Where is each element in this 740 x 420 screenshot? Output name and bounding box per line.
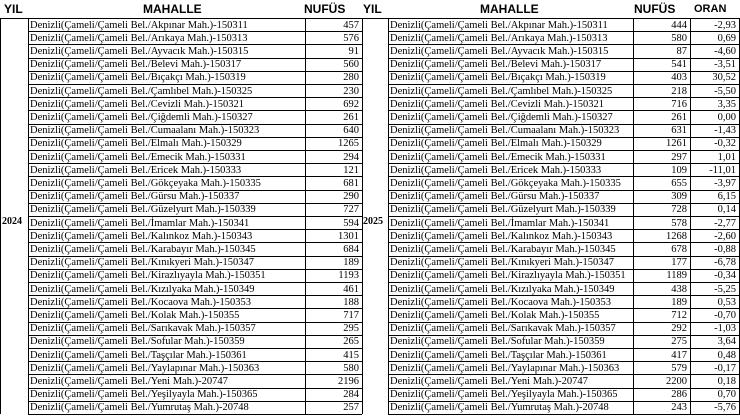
year-right: 2025	[363, 216, 383, 227]
neighborhood-name-2024: Denizli(Çameli/Çameli Bel./İmamlar Mah.)-150341	[30, 217, 250, 229]
change-rate: -11,01	[709, 164, 736, 176]
population-2025: 109	[671, 164, 687, 176]
neighborhood-name-2024: Denizli(Çameli/Çameli Bel./Sarıkavak Mah.)-150357	[30, 323, 256, 335]
neighborhood-name-2024: Denizli(Çameli/Çameli Bel./Kocaova Mah.)-150353	[30, 296, 252, 308]
population-2025: 218	[671, 85, 687, 97]
neighborhood-name-2024: Denizli(Çameli/Çameli Bel./Kızılyaka Mah.)-150349	[30, 283, 255, 295]
year-left: 2024	[2, 216, 22, 227]
change-rate: -2,93	[714, 19, 736, 31]
neighborhood-name-2024: Denizli(Çameli/Çameli Bel./Cevizli Mah.)-150321	[30, 98, 245, 110]
yil-header-left: YIL	[4, 2, 23, 16]
neighborhood-name-2024: Denizli(Çameli/Çameli Bel./Belevi Mah.)-150317	[30, 59, 242, 71]
population-2024: 560	[343, 59, 359, 71]
change-rate: -0,70	[714, 309, 736, 321]
change-rate: 30,52	[712, 72, 736, 84]
neighborhood-name-2024: Denizli(Çameli/Çameli Bel./Yeni Mah.)-20747	[30, 375, 228, 387]
neighborhood-name-2025: Denizli(Çameli/Çameli Bel./Kınıkyeri Mah.)-150347	[390, 257, 614, 269]
population-2025: 2200	[666, 375, 687, 387]
change-rate: 0,48	[717, 349, 736, 361]
neighborhood-name-2024: Denizli(Çameli/Çameli Bel./Arıkaya Mah.)-150313	[30, 32, 248, 44]
neighborhood-name-2025: Denizli(Çameli/Çameli Bel./Kirazlıyayla Mah.)-150351	[390, 270, 626, 282]
population-2025: 309	[671, 191, 687, 203]
change-rate: -3,51	[714, 59, 736, 71]
population-2025: 297	[671, 151, 687, 163]
neighborhood-name-2025: Denizli(Çameli/Çameli Bel./Yeşilyayla Mah.)-150365	[390, 389, 618, 401]
change-rate: 6,15	[717, 191, 736, 203]
neighborhood-name-2025: Denizli(Çameli/Çameli Bel./Kızılyaka Mah.)-150349	[390, 283, 615, 295]
oran-header: ORAN	[694, 3, 727, 15]
change-rate: 0,70	[717, 389, 736, 401]
neighborhood-name-2025: Denizli(Çameli/Çameli Bel./Belevi Mah.)-150317	[390, 59, 602, 71]
neighborhood-name-2025: Denizli(Çameli/Çameli Bel./Ericek Mah.)-150333	[390, 164, 602, 176]
population-2024: 457	[343, 19, 359, 31]
change-rate: -0,17	[714, 362, 736, 374]
neighborhood-name-2024: Denizli(Çameli/Çameli Bel./Kolak Mah.)-150355	[30, 309, 240, 321]
change-rate: -1,03	[714, 323, 736, 335]
neighborhood-name-2025: Denizli(Çameli/Çameli Bel./Çamlıbel Mah.)-150325	[390, 85, 613, 97]
population-2024: 1265	[338, 138, 359, 150]
neighborhood-name-2025: Denizli(Çameli/Çameli Bel./Ayvacık Mah.)-150315	[390, 45, 609, 57]
change-rate: 3,35	[717, 98, 736, 110]
population-2025: 728	[671, 204, 687, 216]
population-2025: 177	[671, 257, 687, 269]
neighborhood-name-2025: Denizli(Çameli/Çameli Bel./Güzelyurt Mah.)-150339	[390, 204, 616, 216]
neighborhood-name-2024: Denizli(Çameli/Çameli Bel./Güzelyurt Mah.)-150339	[30, 204, 256, 216]
neighborhood-name-2024: Denizli(Çameli/Çameli Bel./Akpınar Mah.)-150311	[30, 19, 248, 31]
population-2025: 275	[671, 336, 687, 348]
column-divider	[0, 18, 1, 414]
population-2025: 417	[671, 349, 687, 361]
nufus-header-left: NUFÜS	[304, 2, 346, 16]
neighborhood-name-2025: Denizli(Çameli/Çameli Bel./Gökçeyaka Mah.)-150335	[390, 177, 621, 189]
neighborhood-name-2024: Denizli(Çameli/Çameli Bel./Karabayır Mah.)-150345	[30, 243, 256, 255]
population-2024: 121	[343, 164, 359, 176]
population-2025: 580	[671, 32, 687, 44]
population-2024: 640	[343, 125, 359, 137]
neighborhood-name-2025: Denizli(Çameli/Çameli Bel./Yaylapınar Mah.)-150363	[390, 362, 620, 374]
population-2025: 631	[671, 125, 687, 137]
population-2024: 265	[343, 336, 359, 348]
population-2025: 1189	[666, 270, 687, 282]
neighborhood-name-2024: Denizli(Çameli/Çameli Bel./Bıçakçı Mah.)-150319	[30, 72, 246, 84]
population-2024: 257	[343, 402, 359, 414]
neighborhood-name-2024: Denizli(Çameli/Çameli Bel./Gürsu Mah.)-150337	[30, 191, 240, 203]
population-2024: 230	[343, 85, 359, 97]
population-2024: 290	[343, 191, 359, 203]
neighborhood-name-2025: Denizli(Çameli/Çameli Bel./Kocaova Mah.)-150353	[390, 296, 612, 308]
change-rate: -5,76	[714, 402, 736, 414]
population-2025: 579	[671, 362, 687, 374]
change-rate: -0,32	[714, 138, 736, 150]
population-2025: 1261	[666, 138, 687, 150]
neighborhood-name-2025: Denizli(Çameli/Çameli Bel./Çiğdemli Mah.)-150327	[390, 111, 613, 123]
neighborhood-name-2024: Denizli(Çameli/Çameli Bel./Emecik Mah.)-150331	[30, 151, 246, 163]
change-rate: 0,14	[717, 204, 736, 216]
population-2025: 243	[671, 402, 687, 414]
neighborhood-name-2024: Denizli(Çameli/Çameli Bel./Gökçeyaka Mah.)-150335	[30, 177, 261, 189]
neighborhood-name-2024: Denizli(Çameli/Çameli Bel./Cumaalanı Mah.)-150323	[30, 125, 260, 137]
population-2024: 189	[343, 257, 359, 269]
population-2024: 576	[343, 32, 359, 44]
population-2025: 716	[671, 98, 687, 110]
neighborhood-name-2024: Denizli(Çameli/Çameli Bel./Sofular Mah.)-150359	[30, 336, 245, 348]
population-2024: 280	[343, 72, 359, 84]
neighborhood-name-2025: Denizli(Çameli/Çameli Bel./Yeni Mah.)-20747	[390, 375, 588, 387]
neighborhood-name-2025: Denizli(Çameli/Çameli Bel./Taşçılar Mah.)-150361	[390, 349, 607, 361]
population-2024: 681	[343, 177, 359, 189]
neighborhood-name-2025: Denizli(Çameli/Çameli Bel./Gürsu Mah.)-150337	[390, 191, 600, 203]
mahalle-header-left: MAHALLE	[143, 2, 202, 16]
population-2024: 91	[348, 45, 359, 57]
population-2024: 1301	[338, 230, 359, 242]
neighborhood-name-2024: Denizli(Çameli/Çameli Bel./Kalınkoz Mah.)-150343	[30, 230, 253, 242]
neighborhood-name-2025: Denizli(Çameli/Çameli Bel./Akpınar Mah.)-150311	[390, 19, 608, 31]
neighborhood-name-2024: Denizli(Çameli/Çameli Bel./Çiğdemli Mah.)-150327	[30, 111, 253, 123]
population-2025: 655	[671, 177, 687, 189]
population-2025: 286	[671, 389, 687, 401]
population-2025: 712	[671, 309, 687, 321]
population-2024: 261	[343, 111, 359, 123]
mahalle-header-right: MAHALLE	[480, 2, 539, 16]
population-2024: 295	[343, 323, 359, 335]
population-2024: 188	[343, 296, 359, 308]
population-2024: 684	[343, 243, 359, 255]
change-rate: 3,64	[717, 336, 736, 348]
neighborhood-name-2024: Denizli(Çameli/Çameli Bel./Yaylapınar Mah.)-150363	[30, 362, 260, 374]
population-2025: 578	[671, 217, 687, 229]
change-rate: 0,69	[717, 32, 736, 44]
neighborhood-name-2024: Denizli(Çameli/Çameli Bel./Elmalı Mah.)-150329	[30, 138, 242, 150]
change-rate: 0,00	[717, 111, 736, 123]
change-rate: -2,77	[714, 217, 736, 229]
yil-header-right: YIL	[363, 2, 382, 16]
population-2025: 438	[671, 283, 687, 295]
change-rate: 1,01	[717, 151, 736, 163]
population-2024: 284	[343, 389, 359, 401]
neighborhood-name-2025: Denizli(Çameli/Çameli Bel./İmamlar Mah.)-150341	[390, 217, 610, 229]
neighborhood-name-2025: Denizli(Çameli/Çameli Bel./Emecik Mah.)-150331	[390, 151, 606, 163]
population-2024: 294	[343, 151, 359, 163]
population-2024: 1193	[338, 270, 359, 282]
population-2024: 594	[343, 217, 359, 229]
population-2024: 692	[343, 98, 359, 110]
neighborhood-name-2025: Denizli(Çameli/Çameli Bel./Cumaalanı Mah.)-150323	[390, 125, 620, 137]
change-rate: -0,88	[714, 243, 736, 255]
change-rate: -3,97	[714, 177, 736, 189]
change-rate: -5,25	[714, 283, 736, 295]
neighborhood-name-2024: Denizli(Çameli/Çameli Bel./Kınıkyeri Mah.)-150347	[30, 257, 254, 269]
neighborhood-name-2024: Denizli(Çameli/Çameli Bel./Yumrutaş Mah.)-20748	[30, 402, 249, 414]
population-2025: 1268	[666, 230, 687, 242]
neighborhood-name-2024: Denizli(Çameli/Çameli Bel./Kirazlıyayla Mah.)-150351	[30, 270, 266, 282]
population-2024: 717	[343, 309, 359, 321]
change-rate: -1,43	[714, 125, 736, 137]
change-rate: -0,34	[714, 270, 736, 282]
population-2024: 415	[343, 349, 359, 361]
change-rate: -5,50	[714, 85, 736, 97]
neighborhood-name-2024: Denizli(Çameli/Çameli Bel./Ericek Mah.)-150333	[30, 164, 242, 176]
population-2025: 444	[671, 19, 687, 31]
neighborhood-name-2025: Denizli(Çameli/Çameli Bel./Yumrutaş Mah.)-20748	[390, 402, 609, 414]
change-rate: 0,18	[717, 375, 736, 387]
population-2024: 461	[343, 283, 359, 295]
neighborhood-name-2025: Denizli(Çameli/Çameli Bel./Elmalı Mah.)-150329	[390, 138, 602, 150]
neighborhood-name-2025: Denizli(Çameli/Çameli Bel./Sofular Mah.)-150359	[390, 336, 605, 348]
nufus-header-right: NUFÜS	[634, 2, 676, 16]
population-2025: 87	[676, 45, 687, 57]
neighborhood-name-2025: Denizli(Çameli/Çameli Bel./Cevizli Mah.)-150321	[390, 98, 605, 110]
neighborhood-name-2024: Denizli(Çameli/Çameli Bel./Yeşilyayla Mah.)-150365	[30, 389, 258, 401]
population-2024: 580	[343, 362, 359, 374]
neighborhood-name-2025: Denizli(Çameli/Çameli Bel./Kolak Mah.)-150355	[390, 309, 600, 321]
neighborhood-name-2025: Denizli(Çameli/Çameli Bel./Bıçakçı Mah.)-150319	[390, 72, 606, 84]
neighborhood-name-2025: Denizli(Çameli/Çameli Bel./Sarıkavak Mah.)-150357	[390, 323, 616, 335]
change-rate: -4,60	[714, 45, 736, 57]
population-2025: 678	[671, 243, 687, 255]
population-2025: 403	[671, 72, 687, 84]
neighborhood-name-2024: Denizli(Çameli/Çameli Bel./Ayvacık Mah.)-150315	[30, 45, 249, 57]
change-rate: -6,78	[714, 257, 736, 269]
neighborhood-name-2024: Denizli(Çameli/Çameli Bel./Çamlıbel Mah.)-150325	[30, 85, 253, 97]
population-2025: 541	[671, 59, 687, 71]
population-2024: 727	[343, 204, 359, 216]
population-2025: 189	[671, 296, 687, 308]
neighborhood-name-2025: Denizli(Çameli/Çameli Bel./Arıkaya Mah.)-150313	[390, 32, 608, 44]
neighborhood-name-2025: Denizli(Çameli/Çameli Bel./Kalınkoz Mah.)-150343	[390, 230, 613, 242]
neighborhood-name-2025: Denizli(Çameli/Çameli Bel./Karabayır Mah.)-150345	[390, 243, 616, 255]
population-2025: 261	[671, 111, 687, 123]
neighborhood-name-2024: Denizli(Çameli/Çameli Bel./Taşçılar Mah.)-150361	[30, 349, 247, 361]
change-rate: 0,53	[717, 296, 736, 308]
population-2025: 292	[671, 323, 687, 335]
population-2024: 2196	[338, 375, 359, 387]
change-rate: -2,60	[714, 230, 736, 242]
